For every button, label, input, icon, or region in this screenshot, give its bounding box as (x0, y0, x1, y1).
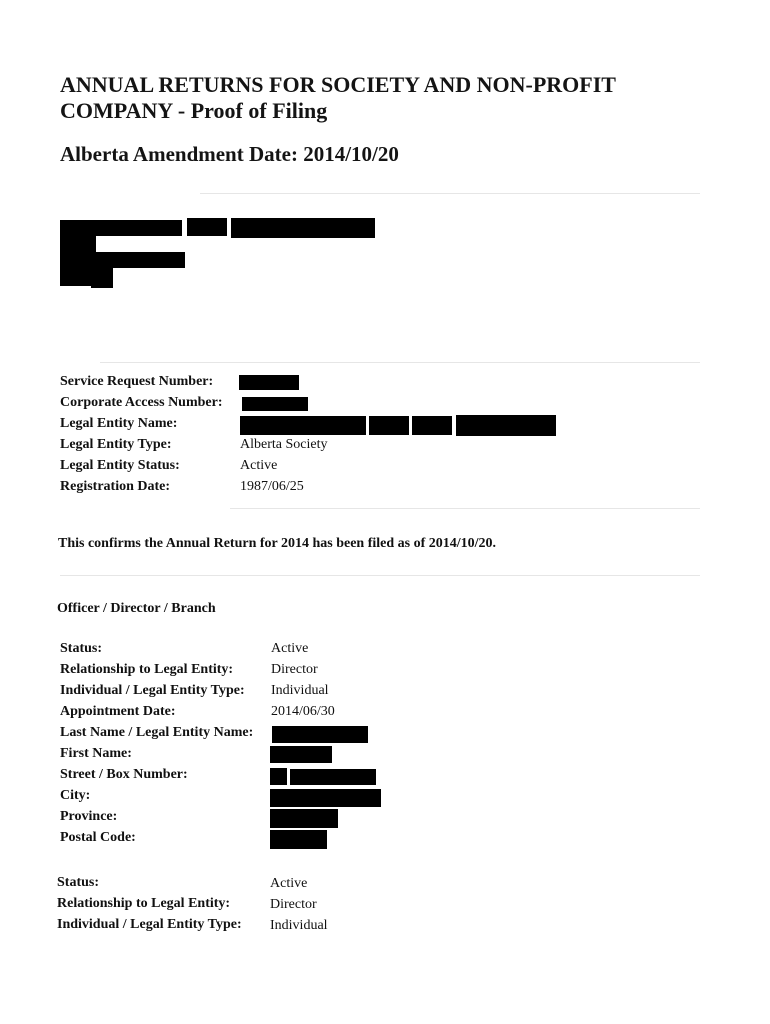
officer-label: Status: (57, 875, 100, 890)
section-title: Officer / Director / Branch (57, 601, 216, 616)
entity-value: Active (240, 458, 278, 473)
redacted-value (290, 769, 376, 785)
entity-label: Legal Entity Name: (60, 416, 178, 431)
officer-label: City: (60, 788, 91, 803)
officer-label: Status: (60, 641, 103, 656)
redacted-value (412, 416, 452, 435)
divider (60, 575, 700, 576)
filing-confirmation: This confirms the Annual Return for 2014 has been filed as of 2014/10/20. (58, 536, 497, 551)
officer-value: Active (271, 641, 309, 656)
officer-value: 2014/06/30 (271, 704, 335, 719)
officer-label: Relationship to Legal Entity: (60, 662, 234, 677)
entity-label: Registration Date: (60, 479, 171, 494)
officer-label: Province: (60, 809, 118, 824)
officer-label: Individual / Legal Entity Type: (60, 683, 245, 698)
officer-label: Last Name / Legal Entity Name: (60, 725, 254, 740)
officer-value: Director (271, 662, 318, 677)
redacted-value (240, 416, 366, 435)
redacted-value (242, 397, 308, 411)
redacted-value (369, 416, 409, 435)
entity-value: 1987/06/25 (240, 479, 304, 494)
entity-label: Service Request Number: (60, 374, 214, 389)
redacted-value (239, 375, 299, 390)
divider (200, 193, 700, 194)
officer-label: Postal Code: (60, 830, 136, 845)
redacted-block (231, 218, 375, 238)
redacted-value (270, 809, 338, 828)
officer-label: Relationship to Legal Entity: (57, 896, 231, 911)
officer-label: Individual / Legal Entity Type: (57, 917, 242, 932)
redacted-value (270, 789, 381, 807)
officer-value: Active (270, 876, 308, 891)
entity-label: Legal Entity Status: (60, 458, 180, 473)
redacted-value (272, 726, 368, 743)
officer-value: Director (270, 897, 317, 912)
officer-value: Individual (271, 683, 329, 698)
redacted-block (60, 220, 182, 236)
redacted-value (270, 746, 332, 763)
redacted-block (91, 266, 113, 288)
officer-value: Individual (270, 918, 328, 933)
officer-label: Appointment Date: (60, 704, 176, 719)
divider (100, 362, 700, 363)
officer-label: Street / Box Number: (60, 767, 188, 782)
redacted-block (187, 218, 227, 236)
redacted-value (270, 768, 287, 785)
officer-label: First Name: (60, 746, 132, 761)
entity-label: Legal Entity Type: (60, 437, 172, 452)
amendment-date: Alberta Amendment Date: 2014/10/20 (60, 142, 399, 166)
document-title: ANNUAL RETURNS FOR SOCIETY AND NON-PROFIT COMPANY - Proof of Filing (60, 72, 616, 123)
redacted-value (270, 830, 327, 849)
redacted-value (456, 415, 556, 436)
divider (230, 508, 700, 509)
entity-label: Corporate Access Number: (60, 395, 223, 410)
entity-value: Alberta Society (240, 437, 328, 452)
